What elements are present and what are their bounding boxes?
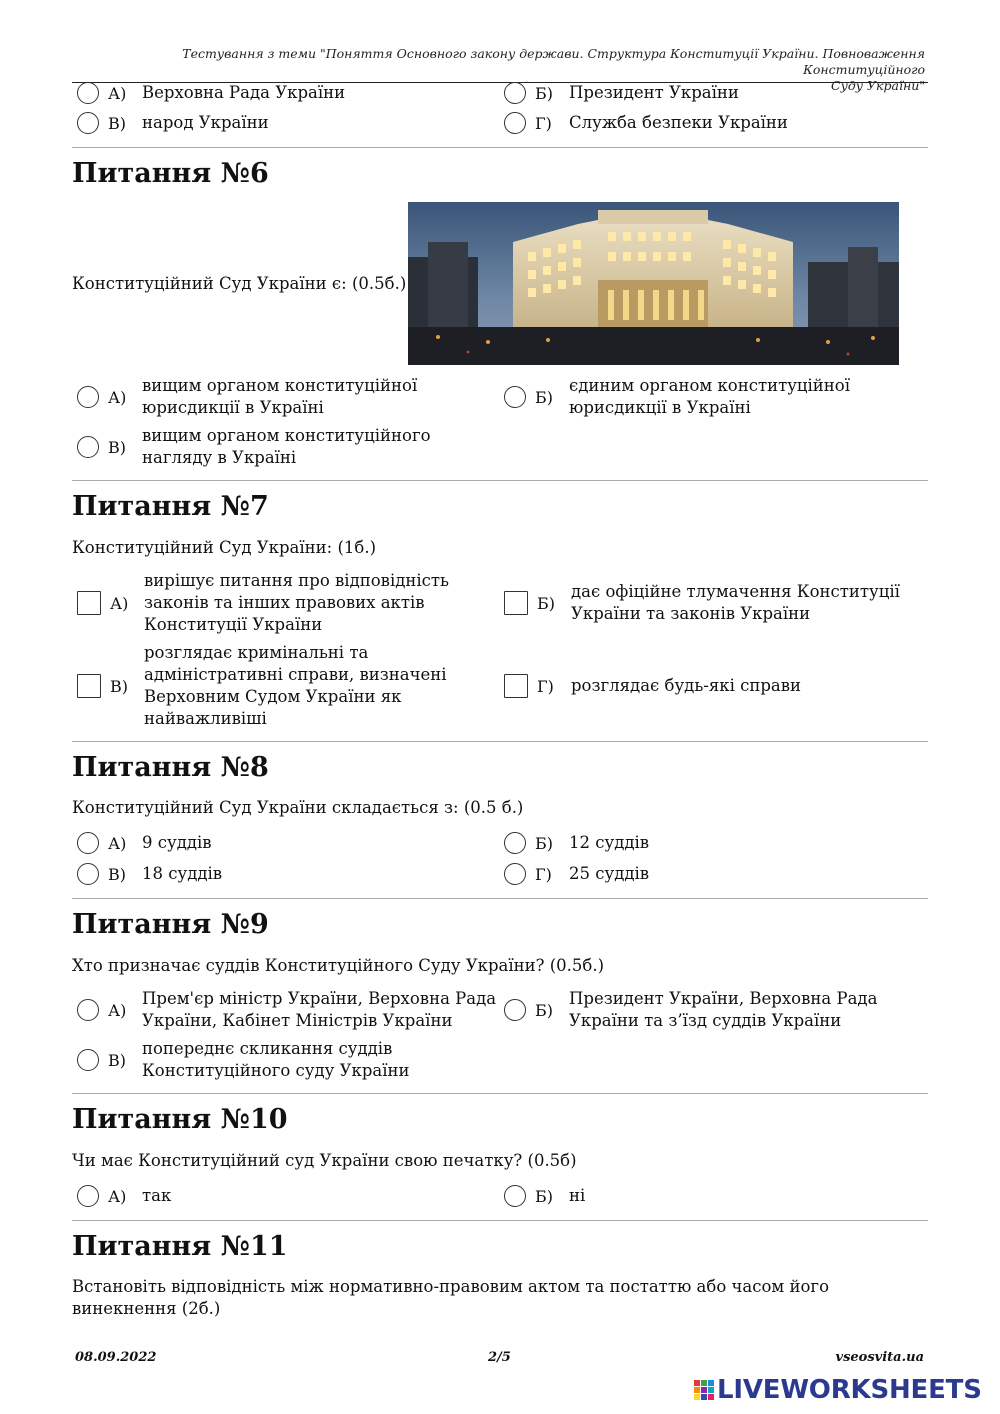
radio-button[interactable] xyxy=(504,832,526,854)
option-letter: Б) xyxy=(535,1000,553,1020)
question-8-title: Питання №8 xyxy=(72,752,269,783)
question-text-line: Встановіть відповідність між нормативно-правовим актом та постаттю або часом його xyxy=(72,1277,830,1296)
option-text-line: розглядає кримінальні та xyxy=(144,643,369,662)
logo-grid-cell xyxy=(694,1394,700,1400)
logo-grid-cell xyxy=(694,1387,700,1393)
q9-option-a[interactable] xyxy=(77,988,496,1032)
question-text-line: винекнення (2б.) xyxy=(72,1299,221,1318)
option-letter: Г) xyxy=(535,113,552,133)
radio-button[interactable] xyxy=(504,1185,526,1207)
q8-option-b[interactable] xyxy=(504,832,649,854)
option-letter: А) xyxy=(108,387,127,407)
header-title-line-2: Суду України" xyxy=(831,78,925,93)
radio-button[interactable] xyxy=(504,863,526,885)
option-text: ні xyxy=(569,1186,586,1205)
option-text-line: адміністративні справи, визначені xyxy=(144,665,447,684)
option-text-line: найважливіші xyxy=(144,709,267,728)
option-text xyxy=(144,642,447,730)
option-letter: А) xyxy=(108,1000,127,1020)
option-letter: Б) xyxy=(537,593,555,613)
option-letter: Б) xyxy=(535,83,553,103)
logo-grid-cell xyxy=(701,1394,707,1400)
question-6-title: Питання №6 xyxy=(72,158,269,189)
option-letter: В) xyxy=(108,437,126,457)
radio-button[interactable] xyxy=(77,999,99,1021)
q10-option-b[interactable] xyxy=(504,1185,585,1207)
radio-button[interactable] xyxy=(77,1185,99,1207)
option-text: Президент України xyxy=(569,83,739,102)
option-letter: В) xyxy=(110,676,128,696)
question-divider xyxy=(72,741,928,742)
header-title-line-1: Тестування з теми "Поняття Основного закону держави. Структура Конституції України. Повноваження Конституційного xyxy=(182,46,925,77)
option-text-line: єдиним органом конституційної xyxy=(569,376,850,395)
option-text-line: Президент України, Верховна Рада xyxy=(569,989,878,1008)
option-text-line: вирішує питання про відповідність xyxy=(144,571,450,590)
question-11-text xyxy=(72,1276,829,1320)
option-text: 25 суддів xyxy=(569,864,650,883)
option-text-line: вищим органом конституційної xyxy=(142,376,418,395)
liveworksheets-logo[interactable] xyxy=(694,1375,982,1405)
question-8-text: Конституційний Суд України складається з: (0.5 б.) xyxy=(72,798,524,817)
option-text-line: Конституційного суду України xyxy=(142,1061,410,1080)
checkbox[interactable] xyxy=(504,674,528,698)
option-text xyxy=(571,581,900,625)
footer-site: vseosvita.ua xyxy=(835,1350,924,1365)
option-letter: А) xyxy=(108,833,127,853)
question-divider xyxy=(72,898,928,899)
option-text-line: законів та інших правових актів xyxy=(144,593,425,612)
question-7-title: Питання №7 xyxy=(72,491,269,522)
q7-option-a[interactable] xyxy=(77,570,449,636)
radio-button[interactable] xyxy=(77,832,99,854)
option-text xyxy=(142,425,431,469)
option-text: 12 суддів xyxy=(569,833,650,852)
constitutional-court-building-image xyxy=(408,202,899,365)
option-text-line: юрисдикції в Україні xyxy=(142,398,324,417)
checkbox[interactable] xyxy=(77,674,101,698)
option-text: так xyxy=(142,1186,172,1205)
option-text-line: України та з’їзд суддів України xyxy=(569,1011,842,1030)
radio-button[interactable] xyxy=(77,1049,99,1071)
q5-option-a[interactable] xyxy=(77,82,345,104)
option-letter: Б) xyxy=(535,833,553,853)
q8-option-c[interactable] xyxy=(77,863,222,885)
radio-button[interactable] xyxy=(77,863,99,885)
q6-option-a[interactable] xyxy=(77,375,417,419)
radio-button[interactable] xyxy=(504,386,526,408)
q10-option-a[interactable] xyxy=(77,1185,171,1207)
option-text: народ України xyxy=(142,113,269,132)
option-text-line: вищим органом конституційного xyxy=(142,426,431,445)
question-11-title: Питання №11 xyxy=(72,1231,288,1262)
logo-grid-cell xyxy=(708,1380,714,1386)
question-divider xyxy=(72,147,928,148)
option-letter: А) xyxy=(108,1186,127,1206)
option-text-line: України, Кабінет Міністрів України xyxy=(142,1011,453,1030)
liveworksheets-grid-icon xyxy=(694,1380,714,1400)
option-text-line: дає офіційне тлумачення Конституції xyxy=(571,582,900,601)
question-6-text: Конституційний Суд України є: (0.5б.) xyxy=(72,274,407,293)
option-text xyxy=(142,988,496,1032)
option-text: 18 суддів xyxy=(142,864,223,883)
radio-button[interactable] xyxy=(77,112,99,134)
logo-grid-cell xyxy=(701,1387,707,1393)
option-text-line: попереднє скликання суддів xyxy=(142,1039,393,1058)
footer-page-number: 2/5 xyxy=(488,1350,511,1365)
option-letter: А) xyxy=(108,83,127,103)
option-text xyxy=(569,375,850,419)
radio-button[interactable] xyxy=(504,82,526,104)
option-letter: Г) xyxy=(537,676,554,696)
building-photo xyxy=(408,202,899,365)
logo-grid-cell xyxy=(701,1380,707,1386)
option-letter: Г) xyxy=(535,864,552,884)
q5-option-b[interactable] xyxy=(504,82,739,104)
option-letter: В) xyxy=(108,1050,126,1070)
option-text-line: України та законів України xyxy=(571,604,811,623)
option-text: розглядає будь-які справи xyxy=(571,676,802,695)
footer-date: 08.09.2022 xyxy=(75,1350,157,1365)
q6-option-b[interactable] xyxy=(504,375,850,419)
option-letter: А) xyxy=(110,593,129,613)
question-9-title: Питання №9 xyxy=(72,909,269,940)
radio-button[interactable] xyxy=(504,112,526,134)
option-text: 9 суддів xyxy=(142,833,212,852)
q8-option-d[interactable] xyxy=(504,863,649,885)
option-letter: Б) xyxy=(535,387,553,407)
q8-option-a[interactable] xyxy=(77,832,212,854)
question-divider xyxy=(72,1093,928,1094)
option-letter: Б) xyxy=(535,1186,553,1206)
logo-grid-cell xyxy=(694,1380,700,1386)
option-text xyxy=(569,988,877,1032)
option-text xyxy=(142,1038,410,1082)
q9-option-c[interactable] xyxy=(77,1038,410,1082)
question-9-text: Хто призначає суддів Конституційного Суду України? (0.5б.) xyxy=(72,956,605,975)
q5-option-c[interactable] xyxy=(77,112,269,134)
radio-button[interactable] xyxy=(77,436,99,458)
q5-option-d[interactable] xyxy=(504,112,788,134)
radio-button[interactable] xyxy=(77,82,99,104)
checkbox[interactable] xyxy=(77,591,101,615)
q6-option-c[interactable] xyxy=(77,425,431,469)
q7-option-b[interactable] xyxy=(504,581,900,625)
logo-grid-cell xyxy=(708,1387,714,1393)
option-text: Служба безпеки України xyxy=(569,113,788,132)
question-7-text: Конституційний Суд України: (1б.) xyxy=(72,538,377,557)
q7-option-c[interactable] xyxy=(77,642,447,730)
question-10-title: Питання №10 xyxy=(72,1104,288,1135)
option-letter: В) xyxy=(108,113,126,133)
question-10-text: Чи має Конституційний суд України свою печатку? (0.5б) xyxy=(72,1151,577,1170)
option-text xyxy=(142,375,417,419)
option-text-line: нагляду в Україні xyxy=(142,448,297,467)
logo-grid-cell xyxy=(708,1394,714,1400)
option-text: Верховна Рада України xyxy=(142,83,346,102)
q7-option-d[interactable] xyxy=(504,675,801,697)
option-text-line: Верховним Судом України як xyxy=(144,687,402,706)
question-divider xyxy=(72,480,928,481)
option-text xyxy=(144,570,449,636)
checkbox[interactable] xyxy=(504,591,528,615)
radio-button[interactable] xyxy=(504,999,526,1021)
option-text-line: Прем'єр міністр України, Верховна Рада xyxy=(142,989,497,1008)
option-letter: В) xyxy=(108,864,126,884)
q9-option-b[interactable] xyxy=(504,988,877,1032)
radio-button[interactable] xyxy=(77,386,99,408)
question-divider xyxy=(72,1220,928,1221)
option-text-line: юрисдикції в Україні xyxy=(569,398,751,417)
option-text-line: Конституції України xyxy=(144,615,323,634)
liveworksheets-wordmark: LIVEWORKSHEETS xyxy=(717,1375,982,1405)
